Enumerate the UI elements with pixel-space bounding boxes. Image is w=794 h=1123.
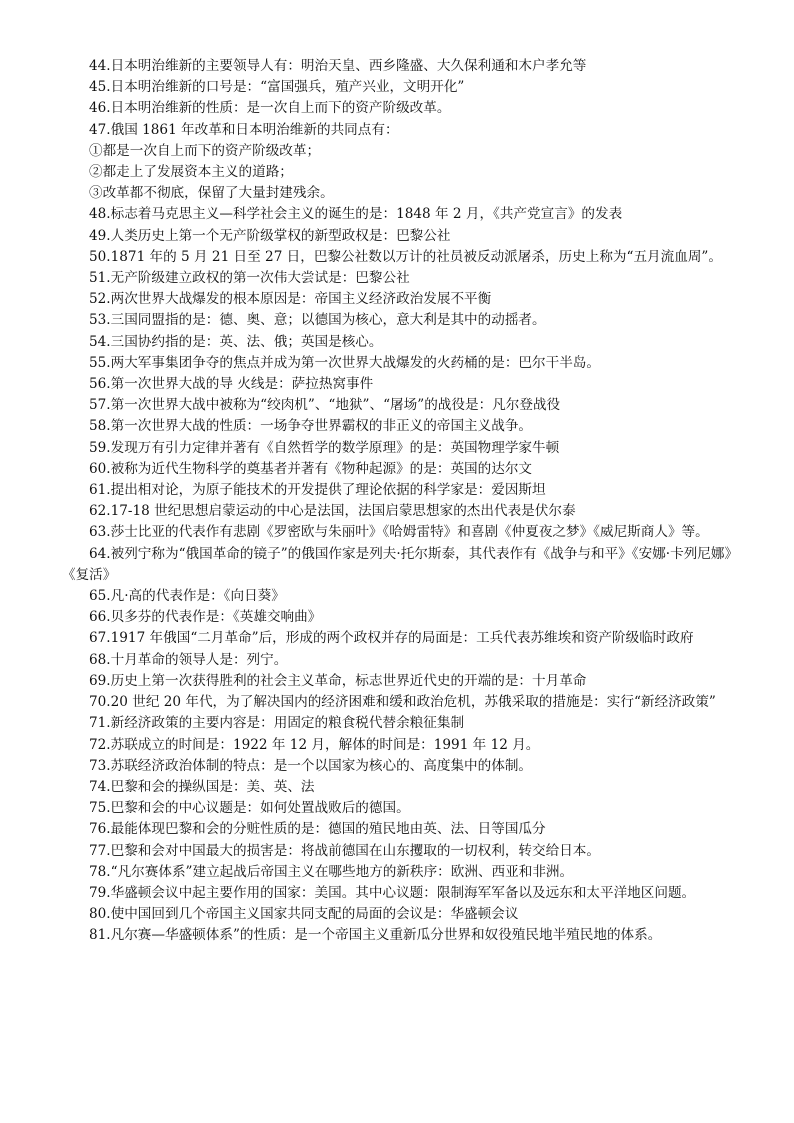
paragraph-48: 48.标志着马克思主义—科学社会主义的诞生的是：1848 年 2 月，《共产党宣言》的发表 <box>89 206 623 223</box>
paragraph-68: 68.十月革命的领导人是：列宁。 <box>89 651 288 668</box>
paragraph-60: 60.被称为近代生物科学的奠基者并著有《物种起源》的是：英国的达尔文 <box>89 460 533 477</box>
paragraph-54: 54.三国协约指的是：英、法、俄；英国是核心。 <box>89 333 383 350</box>
paragraph-53: 53.三国同盟指的是：德、奥、意；以德国为核心，意大利是其中的动摇者。 <box>89 312 546 329</box>
paragraph-66: 66.贝多芬的代表作是：《英雄交响曲》 <box>89 609 322 626</box>
paragraph-63: 63.莎士比亚的代表作有悲剧《罗密欧与朱丽叶》《哈姆雷特》和喜剧《仲夏夜之梦》《威尼斯商人》等。 <box>89 524 709 541</box>
paragraph-55: 55.两大军事集团争夺的焦点并成为第一次世界大战爆发的火药桶的是：巴尔干半岛。 <box>89 354 600 371</box>
paragraph-74: 74.巴黎和会的操纵国是：美、英、法 <box>89 778 315 795</box>
paragraph-45: 45.日本明治维新的口号是：“富国强兵，殖产兴业，文明开化” <box>89 79 465 96</box>
paragraph-81: 81.凡尔赛—华盛顿体系”的性质：是一个帝国主义重新瓜分世界和奴役殖民地半殖民地的体系。 <box>89 927 662 944</box>
paragraph-47: 47.俄国 1861 年改革和日本明治维新的共同点有： <box>89 121 399 138</box>
paragraph-51: 51.无产阶级建立政权的第一次伟大尝试是：巴黎公社 <box>89 270 410 287</box>
paragraph-58: 58.第一次世界大战的性质：一场争夺世界霸权的非正义的帝国主义战争。 <box>89 418 533 435</box>
paragraph-46: 46.日本明治维新的性质：是一次自上而下的资产阶级改革。 <box>89 100 451 117</box>
paragraph-47-point-2: ②都走上了发展资本主义的道路； <box>89 164 293 181</box>
paragraph-75: 75.巴黎和会的中心议题是：如何处置战败后的德国。 <box>89 800 410 817</box>
document-page <box>62 56 746 947</box>
paragraph-62: 62.17-18 世纪思想启蒙运动的中心是法国，法国启蒙思想家的杰出代表是伏尔泰 <box>89 503 576 520</box>
paragraph-65: 65.凡·高的代表作是：《向日葵》 <box>89 588 285 605</box>
paragraph-47-point-1: ①都是一次自上而下的资产阶级改革； <box>89 142 321 159</box>
paragraph-61: 61.提出相对论，为原子能技术的开发提供了理论依据的科学家是：爱因斯坦 <box>89 482 546 499</box>
paragraph-59: 59.发现万有引力定律并著有《自然哲学的数学原理》的是：英国物理学家牛顿 <box>89 439 560 456</box>
paragraph-47-point-3: ③改革都不彻底，保留了大量封建残余。 <box>89 185 334 202</box>
paragraph-80: 80.使中国回到几个帝国主义国家共同支配的局面的会议是：华盛顿会议 <box>89 906 519 923</box>
paragraph-57: 57.第一次世界大战中被称为“绞肉机”、“地狱”、“屠场”的战役是：凡尔登战役 <box>89 397 561 414</box>
paragraph-67: 67.1917 年俄国“二月革命”后，形成的两个政权并存的局面是：工兵代表苏维埃和资产阶级临时政府 <box>89 630 694 647</box>
paragraph-73: 73.苏联经济政治体制的特点：是一个以国家为核心的、高度集中的体制。 <box>89 757 533 774</box>
paragraph-44: 44.日本明治维新的主要领导人有：明治天皇、西乡隆盛、大久保利通和木户孝允等 <box>89 58 587 74</box>
paragraph-79: 79.华盛顿会议中起主要作用的国家：美国。其中心议题：限制海军军备以及远东和太平洋地区问题。 <box>89 884 696 901</box>
paragraph-69: 69.历史上第一次获得胜利的社会主义革命，标志世界近代史的开端的是：十月革命 <box>89 672 587 689</box>
paragraph-56: 56.第一次世界大战的导 火线是：萨拉热窝事件 <box>89 376 374 393</box>
paragraph-52: 52.两次世界大战爆发的根本原因是：帝国主义经济政治发展不平衡 <box>89 291 492 308</box>
paragraph-78: 78.“凡尔赛体系”建立起战后帝国主义在哪些地方的新秩序：欧洲、西亚和非洲。 <box>89 863 574 880</box>
paragraph-64: 64.被列宁称为“俄国革命的镜子”的俄国作家是列夫·托尔斯泰，其代表作有《战争与和平》《安娜·卡列尼娜》《复活》 <box>62 545 739 583</box>
paragraph-50: 50.1871 年的 5 月 21 日至 27 日，巴黎公社数以万计的社员被反动派屠杀，历史上称为“五月流血周”。 <box>89 248 722 265</box>
paragraph-70: 70.20 世纪 20 年代，为了解决国内的经济困难和缓和政治危机，苏俄采取的措施是：实行“新经济政策” <box>89 694 716 711</box>
paragraph-77: 77.巴黎和会对中国最大的损害是：将战前德国在山东攫取的一切权利，转交给日本。 <box>89 842 600 859</box>
paragraph-76: 76.最能体现巴黎和会的分赃性质的是：德国的殖民地由英、法、日等国瓜分 <box>89 821 546 838</box>
paragraph-72: 72.苏联成立的时间是：1922 年 12 月，解体的时间是：1991 年 12 月。 <box>89 736 540 753</box>
paragraph-71: 71.新经济政策的主要内容是：用固定的粮食税代替余粮征集制 <box>89 715 465 732</box>
paragraph-49: 49.人类历史上第一个无产阶级掌权的新型政权是：巴黎公社 <box>89 227 451 244</box>
